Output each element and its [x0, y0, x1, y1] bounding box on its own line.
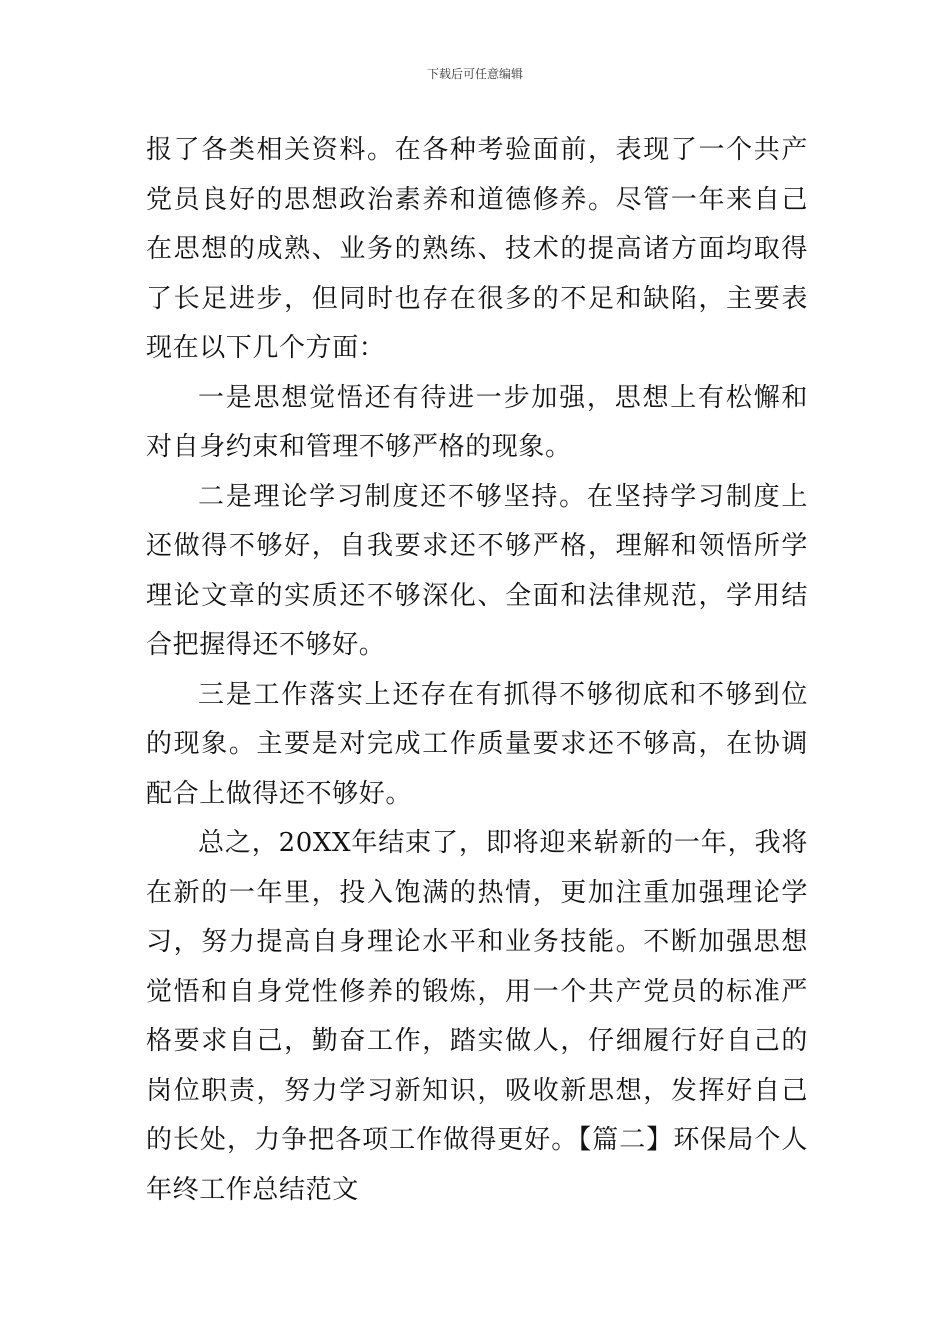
document-body [146, 126, 808, 1215]
paragraph-conclusion: 总之，20XX年结束了，即将迎来崭新的一年，我将在新的一年里，投入饱满的热情，更加注重加强理论学习，努力提高自身理论水平和业务技能。不断加强思想觉悟和自身党性修养的锻炼，用一个共产党员的标准严格要求自己，勤奋工作，踏实做人，仔细履行好自己的岗位职责，努力学习新知识，吸收新思想，发挥好自己的长处，力争把各项工作做得更好。【篇二】环保局个人年终工作总结范文 [146, 828, 808, 1205]
paragraph-point-three: 三是工作落实上还存在有抓得不够彻底和不够到位的现象。主要是对完成工作质量要求还不够高，在协调配合上做得还不够好。 [146, 679, 808, 809]
paragraph-point-one: 一是思想觉悟还有待进一步加强，思想上有松懈和对自身约束和管理不够严格的现象。 [146, 382, 808, 462]
page-header: 下载后可任意编辑 [426, 67, 523, 81]
paragraph-point-two: 二是理论学习制度还不够坚持。在坚持学习制度上还做得不够好，自我要求还不够严格，理解和领悟所学理论文章的实质还不够深化、全面和法律规范，学用结合把握得还不够好。 [146, 481, 808, 660]
paragraph-continuation: 报了各类相关资料。在各种考验面前，表现了一个共产党员良好的思想政治素养和道德修养。尽管一年来自己在思想的成熟、业务的熟练、技术的提高诸方面均取得了长足进步，但同时也存在很多的不足和缺陷，主要表现在以下几个方面： [146, 135, 808, 363]
